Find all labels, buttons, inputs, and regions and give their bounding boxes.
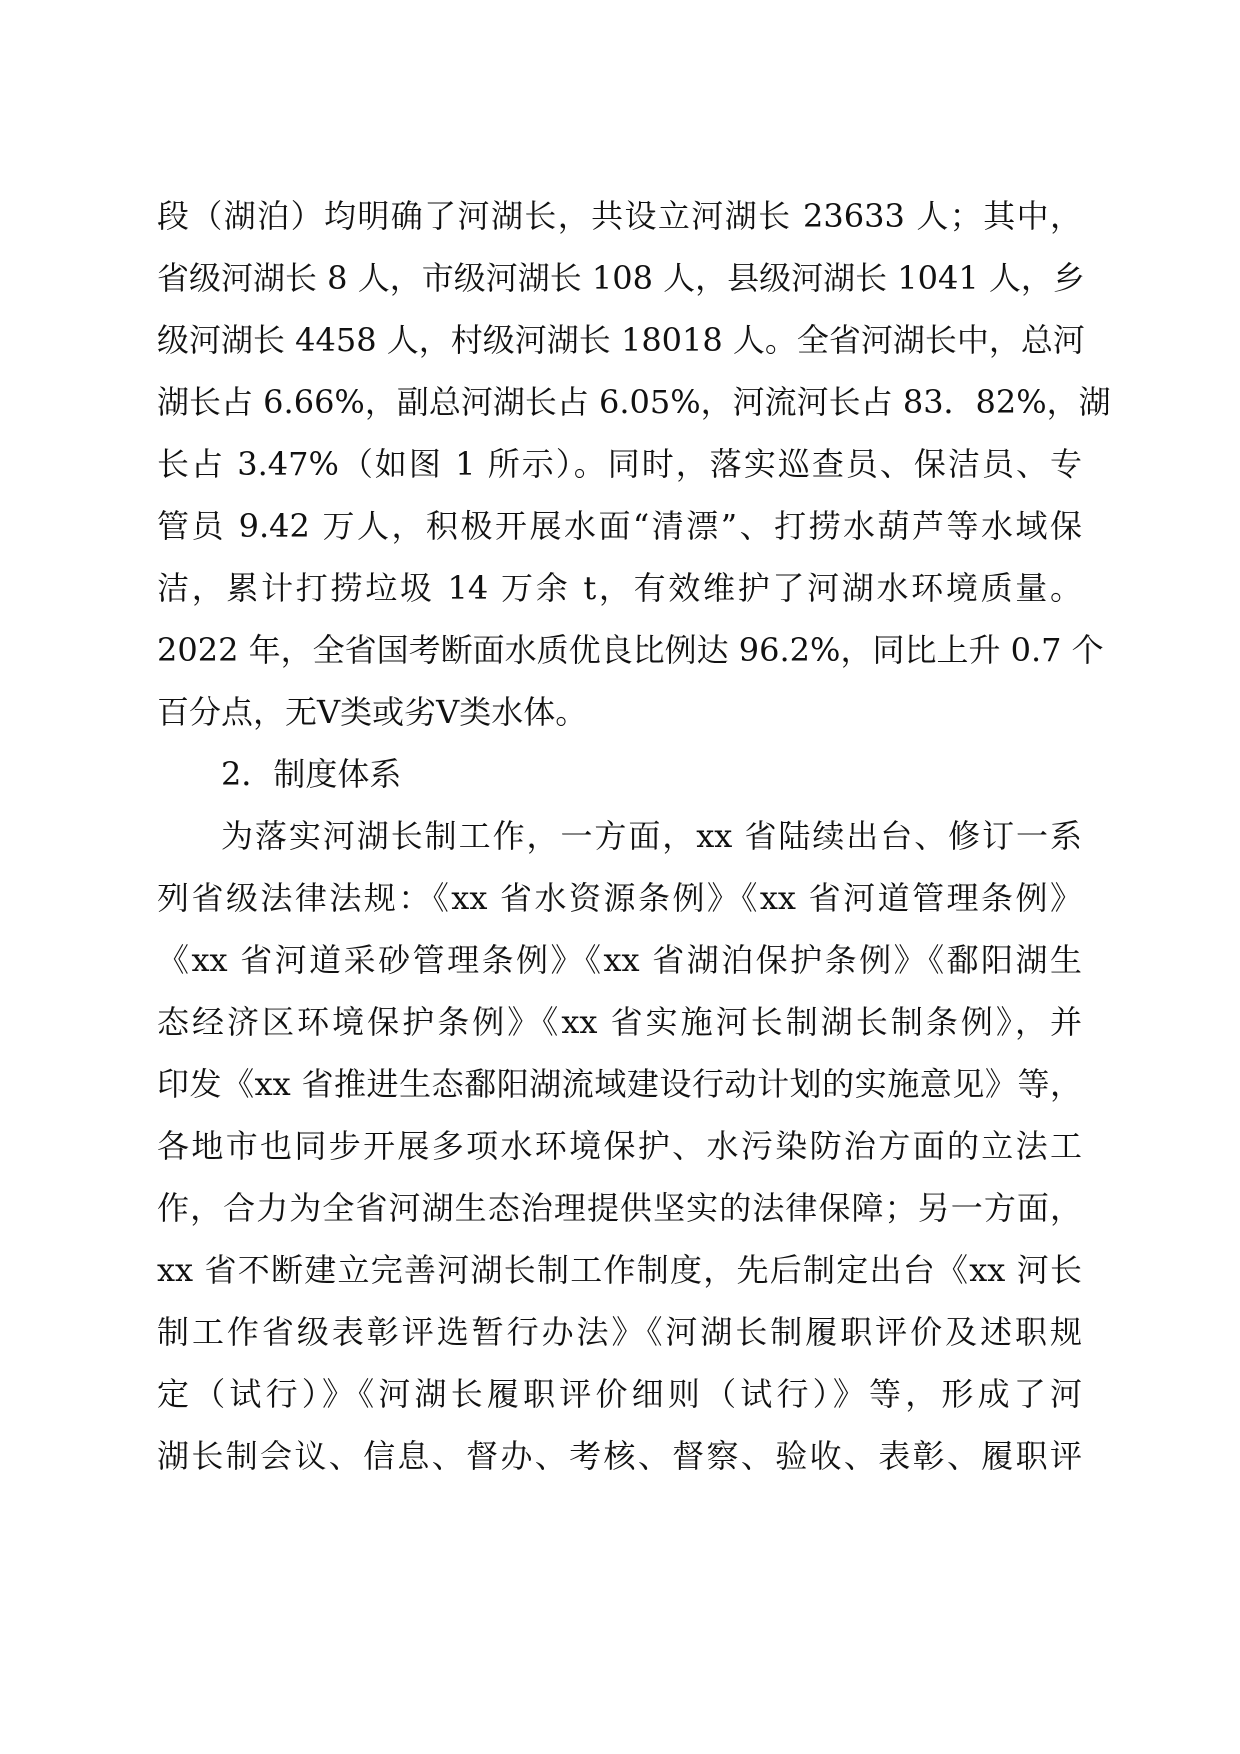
text-line: 制工作省级表彰评选暂行办法》《河湖长制履职评价及述职规: [157, 1313, 1082, 1351]
text-line: 段（湖泊）均明确了河湖长，共设立河湖长 23633 人；其中，: [157, 197, 1082, 235]
text-line: 《xx 省河道采砂管理条例》《xx 省湖泊保护条例》《鄱阳湖生: [157, 941, 1082, 979]
text-line: 湖长占 6.66%，副总河湖长占 6.05%，河流河长占 83．82%，湖: [157, 383, 1111, 421]
text-line: 湖长制会议、信息、督办、考核、督察、验收、表彰、履职评: [157, 1437, 1082, 1475]
text-line: 省级河湖长 8 人，市级河湖长 108 人，县级河湖长 1041 人，乡: [157, 259, 1085, 297]
document-body: [157, 185, 1111, 1487]
section-heading: 2．制度体系: [221, 755, 402, 793]
text-line: 定（试行）》《河湖长履职评价细则（试行）》等，形成了河: [157, 1375, 1082, 1413]
text-line: 百分点，无Ⅴ类或劣Ⅴ类水体。: [157, 693, 588, 731]
paragraph-first-line: 为落实河湖长制工作，一方面，xx 省陆续出台、修订一系: [221, 817, 1082, 855]
text-line: 洁，累计打捞垃圾 14 万余 t，有效维护了河湖水环境质量。: [157, 569, 1082, 607]
text-line: xx 省不断建立完善河湖长制工作制度，先后制定出台《xx 河长: [157, 1251, 1082, 1289]
text-line: 印发《xx 省推进生态鄱阳湖流域建设行动计划的实施意见》等，: [157, 1065, 1082, 1103]
text-line: 各地市也同步开展多项水环境保护、水污染防治方面的立法工: [157, 1127, 1082, 1165]
text-line: 作，合力为全省河湖生态治理提供坚实的法律保障；另一方面，: [157, 1189, 1082, 1227]
text-line: 级河湖长 4458 人，村级河湖长 18018 人。全省河湖长中，总河: [157, 321, 1085, 359]
text-line: 2022 年，全省国考断面水质优良比例达 96.2%，同比上升 0.7 个: [157, 631, 1104, 669]
text-line: 长占 3.47%（如图 1 所示）。同时，落实巡查员、保洁员、专: [157, 445, 1082, 483]
text-line: 态经济区环境保护条例》《xx 省实施河长制湖长制条例》，并: [157, 1003, 1082, 1041]
text-line: 列省级法律法规：《xx 省水资源条例》《xx 省河道管理条例》: [157, 879, 1082, 917]
text-line: 管员 9.42 万人，积极开展水面“清漂”、打捞水葫芦等水域保: [157, 507, 1082, 545]
